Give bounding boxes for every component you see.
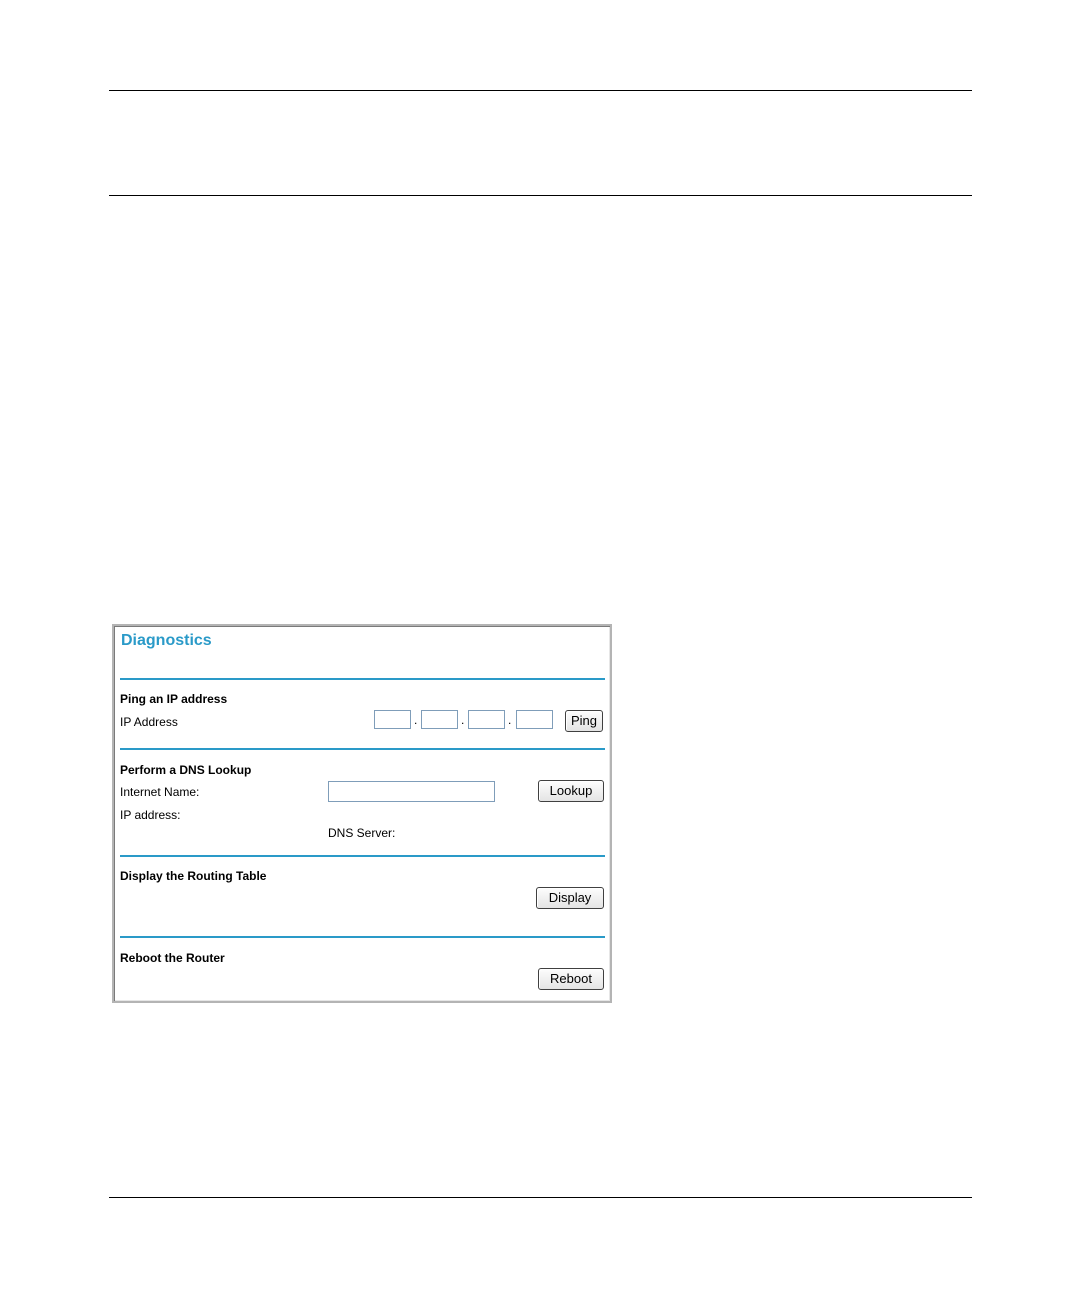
- section-divider: [120, 936, 605, 938]
- ip-octet-4-input[interactable]: [516, 710, 553, 729]
- page-footer-rule: [109, 1197, 972, 1198]
- display-button[interactable]: Display: [536, 887, 604, 909]
- reboot-button[interactable]: Reboot: [538, 968, 604, 990]
- ping-heading: Ping an IP address: [120, 692, 228, 706]
- ip-octet-1-input[interactable]: [374, 710, 411, 729]
- ip-dot-separator: .: [414, 713, 418, 727]
- dns-heading: Perform a DNS Lookup: [120, 763, 252, 777]
- dns-server-label: DNS Server:: [328, 826, 396, 840]
- ip-octet-3-input[interactable]: [468, 710, 505, 729]
- ip-dot-separator: .: [461, 713, 465, 727]
- ping-button[interactable]: Ping: [565, 710, 603, 732]
- routing-heading: Display the Routing Table: [120, 869, 267, 883]
- lookup-button[interactable]: Lookup: [538, 780, 604, 802]
- ip-dot-separator: .: [508, 713, 512, 727]
- section-divider: [120, 678, 605, 680]
- section-divider: [120, 748, 605, 750]
- internet-name-input[interactable]: [328, 781, 495, 802]
- ip-octet-2-input[interactable]: [421, 710, 458, 729]
- page-top-rule: [109, 90, 972, 91]
- dns-ip-address-label: IP address:: [120, 808, 181, 822]
- internet-name-label: Internet Name:: [120, 785, 200, 799]
- reboot-heading: Reboot the Router: [120, 951, 225, 965]
- section-divider: [120, 855, 605, 857]
- panel-title: Diagnostics: [121, 632, 212, 649]
- ping-ip-label: IP Address: [120, 715, 178, 729]
- page-header-rule: [109, 195, 972, 196]
- diagnostics-panel: [112, 624, 612, 1003]
